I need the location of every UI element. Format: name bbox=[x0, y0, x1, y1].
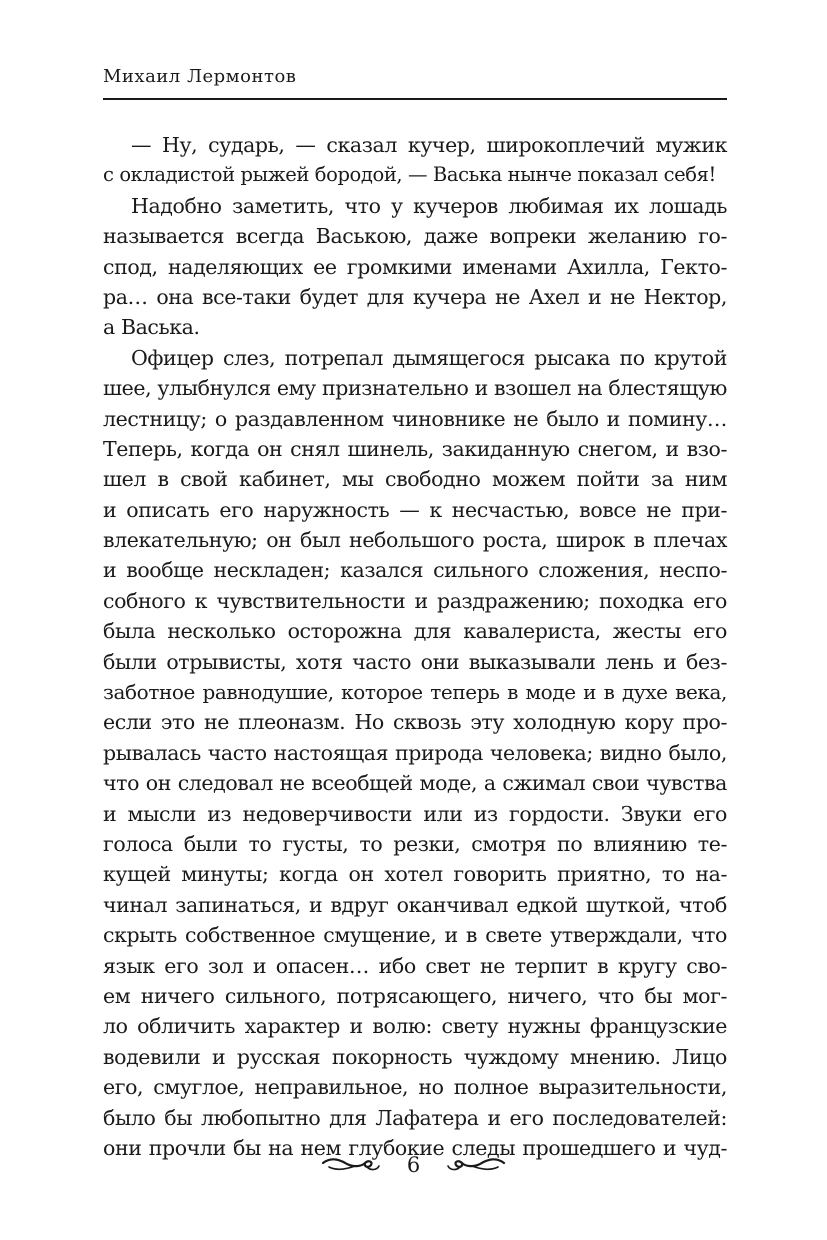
text-line: что он следовал не всеобщей моде, а сжимал свои чувства bbox=[103, 771, 727, 796]
text-line: кущей минуты; когда он хотел говорить приятно, то на- bbox=[103, 862, 727, 887]
text-line: и вообще нескладен; казался сильного сложения, неспо- bbox=[103, 558, 727, 583]
text-line: было бы любопытно для Лафатера и его последователей: bbox=[103, 1105, 727, 1130]
flourish-ornament-icon bbox=[321, 1155, 381, 1175]
body-text bbox=[103, 130, 727, 1163]
text-line: шее, улыбнулся ему признательно и взошел на блестящую bbox=[103, 376, 727, 401]
text-line: и описать его наружность — к несчастью, вовсе не при- bbox=[103, 497, 727, 522]
text-line: ра… она все-таки будет для кучера не Ахел и не Нектор, bbox=[103, 284, 727, 309]
text-line: спод, наделяющих ее громкими именами Ахилла, Гекто- bbox=[103, 254, 727, 279]
text-line: и мысли из недоверчивости или из гордости. Звуки его bbox=[103, 801, 727, 826]
text-line: если это не плеоназм. Но сквозь эту холодную кору про- bbox=[103, 710, 727, 735]
text-line: Офицер слез, потрепал дымящегося рысака по крутой bbox=[131, 345, 727, 370]
text-line: его, смуглое, неправильное, но полное выразительности, bbox=[103, 1075, 727, 1100]
text-line: скрыть собственное смущение, и в свете утверждали, что bbox=[103, 923, 727, 948]
text-line: голоса были то густы, то резки, смотря по влиянию те- bbox=[103, 831, 727, 856]
text-line: чинал запинаться, и вдруг оканчивал едкой шуткой, чтоб bbox=[103, 892, 727, 917]
text-line: заботное равнодушие, которое теперь в моде и в духе века, bbox=[103, 680, 727, 705]
text-line: они прочли бы на нем глубокие следы прошедшего и чуд- bbox=[103, 1135, 727, 1160]
page-number: 6 bbox=[406, 1153, 421, 1177]
running-head-author: Михаил Лермонтов bbox=[103, 66, 297, 87]
text-line: — Ну, сударь, — сказал кучер, широкоплечий мужик bbox=[131, 133, 727, 157]
text-line: водевили и русская покорность чуждому мнению. Лицо bbox=[103, 1044, 727, 1069]
text-line: собного к чувствительности и раздражению; походка его bbox=[103, 588, 727, 613]
page-footer bbox=[0, 1150, 827, 1180]
header-rule bbox=[103, 98, 727, 100]
text-line: ем ничего сильного, потрясающего, ничего, что бы мог- bbox=[103, 983, 727, 1008]
text-line: рывалась часто настоящая природа человека; видно было, bbox=[103, 740, 727, 765]
text-line: а Васька. bbox=[103, 315, 200, 340]
flourish-ornament-icon bbox=[446, 1155, 506, 1175]
text-line: ло обличить характер и волю: свету нужны французские bbox=[103, 1014, 727, 1039]
text-line: называется всегда Ваською, даже вопреки желанию го- bbox=[103, 224, 727, 249]
text-line: Теперь, когда он снял шинель, закиданную снегом, и взо- bbox=[103, 436, 727, 461]
text-line: была несколько осторожна для кавалериста, жесты его bbox=[103, 619, 727, 644]
text-line: с окладистой рыжей бородой, — Васька нынче показал себя! bbox=[103, 163, 716, 187]
text-line: Надобно заметить, что у кучеров любимая их лошадь bbox=[131, 193, 727, 218]
text-line: язык его зол и опасен… ибо свет не терпит в кругу сво- bbox=[103, 953, 727, 978]
text-line: лестницу; о раздавленном чиновнике не было и помину… bbox=[103, 406, 727, 431]
text-line: были отрывисты, хотя часто они выказывали лень и без- bbox=[103, 649, 727, 674]
text-line: влекательную; он был небольшого роста, широк в плечах bbox=[103, 528, 727, 553]
text-line: шел в свой кабинет, мы свободно можем пойти за ним bbox=[103, 467, 727, 492]
